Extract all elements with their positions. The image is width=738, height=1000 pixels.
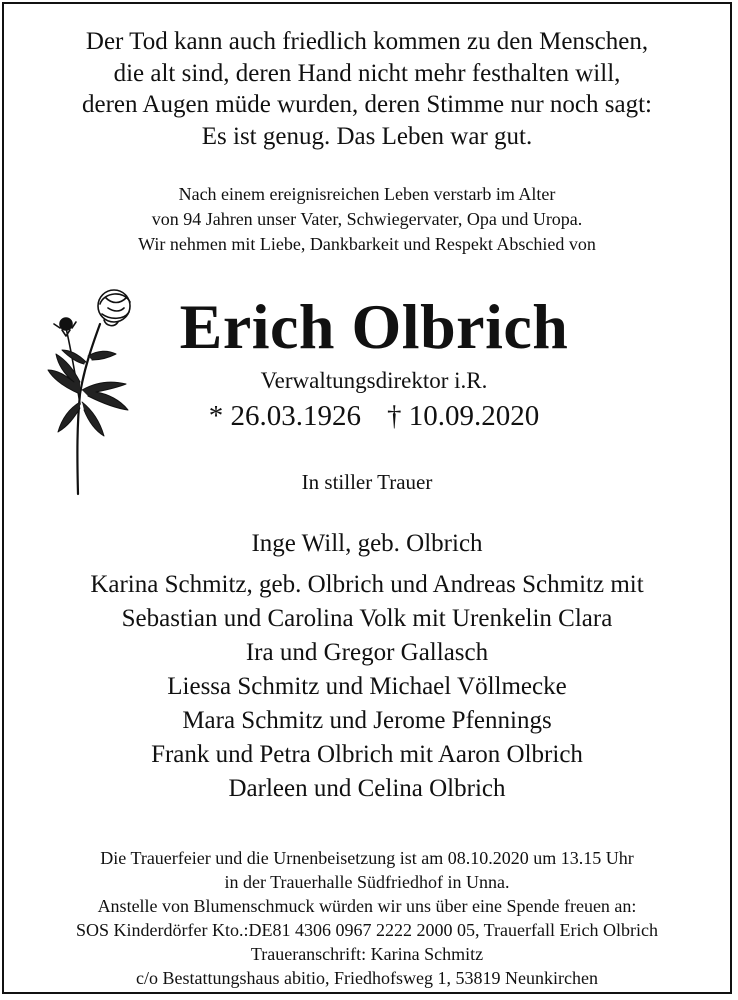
- footer-line: Traueranschrift: Karina Schmitz: [250, 944, 484, 964]
- family-group-3: [4, 738, 730, 806]
- footer-line: SOS Kinderdörfer Kto.:DE81 4306 0967 2222 2000 05, Trauerfall Erich Olbrich: [76, 920, 658, 940]
- poem-line: Es ist genug. Das Leben war gut.: [201, 122, 533, 150]
- mourner-line: Inge Will, geb. Olbrich: [251, 530, 483, 557]
- poem-line: die alt sind, deren Hand nicht mehr festhalten will,: [113, 59, 621, 87]
- family-group-2: [4, 568, 730, 738]
- funeral-info: [4, 846, 730, 990]
- family-group-1: [4, 527, 730, 561]
- deceased-title: Verwaltungsdirektor i.R.: [260, 368, 488, 393]
- mourner-line: Frank und Petra Olbrich mit Aaron Olbrich: [151, 741, 583, 768]
- footer-line: c/o Bestattungshaus abitio, Friedhofsweg 1, 53819 Neunkirchen: [136, 968, 598, 988]
- intro-line: Nach einem ereignisreichen Leben verstarb im Alter: [178, 184, 556, 204]
- footer-line: in der Trauerhalle Südfriedhof in Unna.: [224, 872, 510, 892]
- mourner-line: Ira und Gregor Gallasch: [245, 639, 489, 666]
- intro-line: Wir nehmen mit Liebe, Dankbarkeit und Respekt Abschied von: [138, 234, 596, 254]
- poem: [4, 26, 730, 152]
- birth-date: * 26.03.1926: [208, 400, 361, 432]
- poem-line: Der Tod kann auch friedlich kommen zu den Menschen,: [85, 28, 649, 55]
- obituary-frame: [2, 2, 732, 994]
- flower-icon: [44, 284, 144, 499]
- intro-text: [4, 182, 730, 257]
- footer-line: Die Trauerfeier und die Urnenbeisetzung ist am 08.10.2020 um 13.15 Uhr: [100, 848, 634, 868]
- life-dates: [146, 397, 602, 435]
- footer-line: Anstelle von Blumenschmuck würden wir uns über eine Spende freuen an:: [97, 896, 637, 916]
- deceased-name: Erich Olbrich: [179, 291, 569, 362]
- mourner-line: Mara Schmitz und Jerome Pfennings: [182, 707, 552, 734]
- mourner-line: Karina Schmitz, geb. Olbrich und Andreas Schmitz mit: [90, 571, 644, 598]
- mourner-line: Liessa Schmitz und Michael Völlmecke: [167, 673, 567, 700]
- mourner-line: Sebastian und Carolina Volk mit Urenkelin Clara: [121, 605, 613, 632]
- mourning-text: In stiller Trauer: [301, 470, 433, 494]
- death-date: † 10.09.2020: [387, 400, 540, 432]
- intro-line: von 94 Jahren unser Vater, Schwiegervater, Opa und Uropa.: [151, 209, 583, 229]
- poem-line: deren Augen müde wurden, deren Stimme nur noch sagt:: [82, 91, 652, 118]
- mourner-line: Darleen und Celina Olbrich: [228, 775, 506, 802]
